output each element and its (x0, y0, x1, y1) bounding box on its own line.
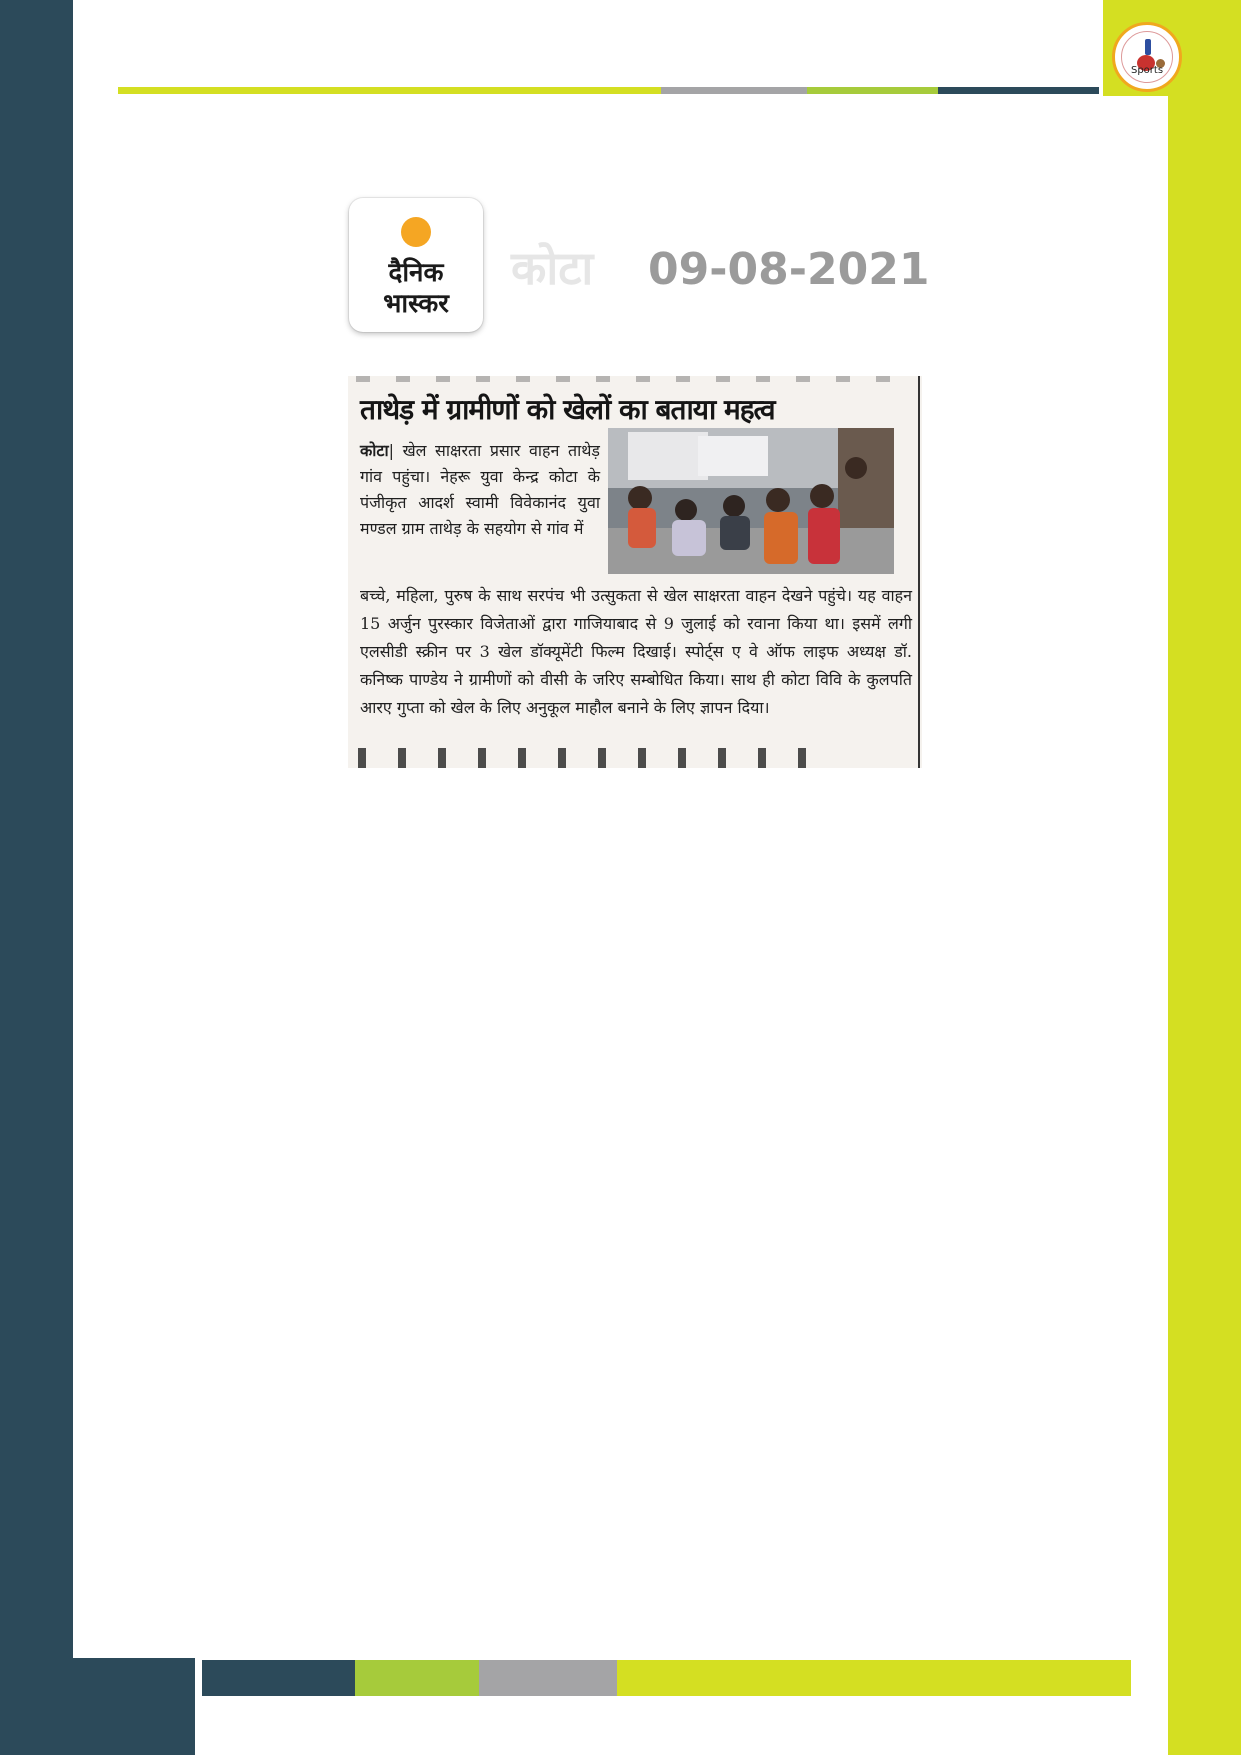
newspaper-name-line2: भास्कर (383, 289, 449, 319)
article-dateline: कोटा (360, 441, 389, 460)
article-lead (360, 438, 600, 542)
left-navy-band (0, 0, 73, 1755)
bottom-rule-navy (202, 1660, 355, 1696)
top-rule-navy (938, 87, 1099, 94)
clipping-cut-text-bottom (358, 748, 828, 768)
logo-label: Sports (1130, 65, 1164, 76)
clipping-cut-text-top (356, 376, 912, 382)
top-rule-lime (118, 87, 661, 94)
newspaper-clipping (348, 376, 922, 768)
article-body: बच्चे, महिला, पुरुष के साथ सरपंच भी उत्सुकता से खेल साक्षरता वाहन देखने पहुंचे। यह वाहन 15 अर्जुन पुरस्कार विजेताओं द्वारा गाजियाबाद से 9 जुलाई को रवाना किया था। इसमें लगी एलसीडी स्क्रीन पर 3 खेल डॉक्यूमेंटी फिल्म दिखाई। स्पोर्ट्स ए वे ऑफ लाइफ अध्यक्ष डॉ. कनिष्क पाण्डेय ने ग्रामीणों को वीसी के जरिए सम्बोधित किया। साथ ही कोटा विवि के कुलपति आरए गुप्ता को खेल के लिए अनुकूल माहौल बनाने के लिए ज्ञापन दिया। (360, 586, 912, 717)
article-photo (608, 428, 894, 574)
logo-athlete-icon (1145, 39, 1151, 55)
article-lead-text: खेल साक्षरता प्रसार वाहन ताथेड़ गांव पहुंचा। नेहरू युवा केन्द्र कोटा के पंजीकृत आदर्श स्वामी विवेकानंद युवा मण्डल ग्राम ताथेड़ के सहयोग से गांव में (360, 441, 600, 538)
top-rule-gray (661, 87, 807, 94)
sun-icon (401, 217, 431, 247)
edition-date: 09-08-2021 (648, 244, 930, 295)
article-photo-image (608, 428, 894, 574)
sports-logo (1112, 22, 1182, 92)
top-rule-green (807, 87, 938, 94)
bottom-rule-lime (617, 1660, 1131, 1696)
newspaper-logo-badge (349, 198, 483, 332)
article-headline: ताथेड़ में ग्रामीणों को खेलों का बताया महत्व (360, 393, 775, 426)
column-rule (918, 376, 920, 768)
right-lime-band (1168, 0, 1241, 1755)
bottom-rule-green (355, 1660, 479, 1696)
left-navy-footer-block (0, 1658, 195, 1755)
bottom-rule-gray (479, 1660, 617, 1696)
edition-city: कोटा (511, 241, 594, 295)
dateline-separator: | (388, 441, 403, 460)
newspaper-name-line1: दैनिक (388, 258, 444, 288)
